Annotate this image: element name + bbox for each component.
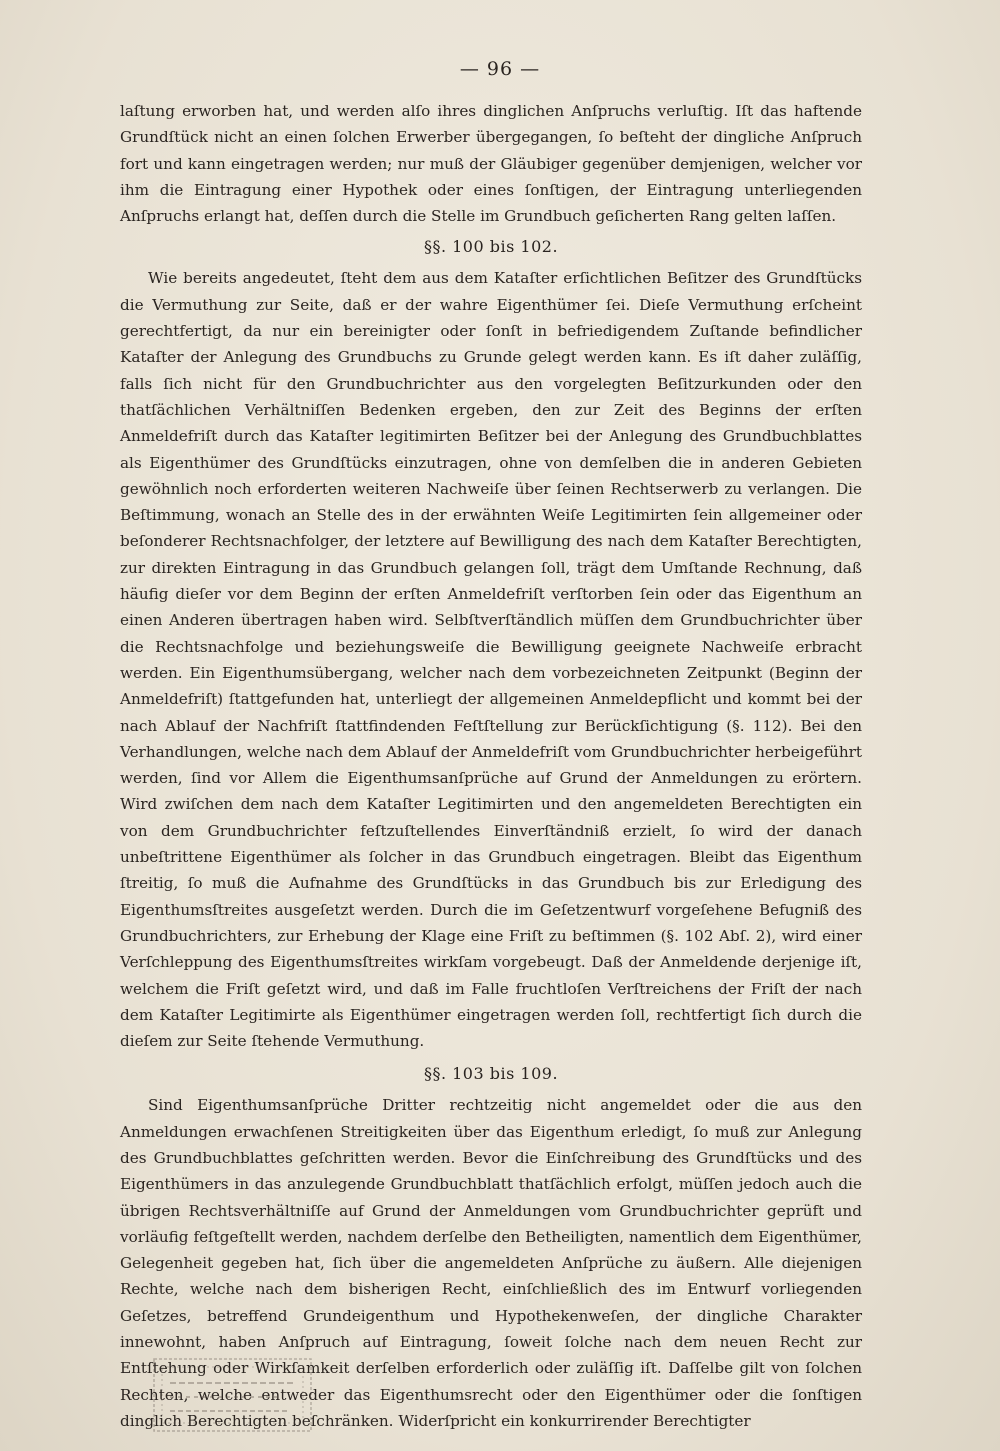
paragraph-sections-103-109: Sind Eigenthumsanſprüche Dritter rechtzeitig nicht angemeldet oder die aus den Anmeldungen erwachſenen Streitigkeiten über das Eigenthum erledigt, ſo muß zur Anlegung des Grundbuchblattes geſchritten werden. Bevor die Einſchreibung des Grundſtücks und des Eigenthümers in das anzulegende Grundbuchblatt thatſächlich erfolgt, müſſen jedoch auch die übrigen Rechtsverhältniſſe auf Grund der Anmeldungen vom Grundbuchrichter geprüft und vorläufig feſtgeſtellt werden, nachdem derſelbe den Betheiligten, namentlich dem Eigenthümer, Gelegenheit gegeben hat, ſich über die angemeldeten Anſprüche zu äußern. Alle diejenigen Rechte, welche nach dem bisherigen Recht, einſchließlich des im Entwurf vorliegenden Geſetzes, betreffend Grundeigenthum und Hypothekenweſen, der dingliche Charakter innewohnt, haben Anſpruch auf Eintragung, ſoweit ſolche nach dem neuen Recht zur Entſtehung oder Wirkſamkeit derſelben erforderlich oder zuläſſig iſt. Daſſelbe gilt von ſolchen Rechten, welche entweder das Eigenthumsrecht oder den Eigenthümer oder die ſonſtigen dinglich Berechtigten beſchränken. Widerſpricht ein konkurrirender Berechtigter xyxy=(120,1096,862,1430)
paragraph-sections-100-102: Wie bereits angedeutet, ſteht dem aus dem Kataſter erſichtlichen Beſitzer des Grundſtücks die Vermuthung zur Seite, daß er der wahre Eigenthümer ſei. Dieſe Vermuthung erſcheint gerechtfertigt, da nur ein bereinigter oder ſonſt in befriedigendem Zuſtande befindlicher Kataſter der Anlegung des Grundbuchs zu Grunde gelegt werden kann. Es iſt daher zuläſſig, falls ſich nicht für den Grundbuchrichter aus den vorgelegten Beſitzurkunden oder den thatſächlichen Verhältniſſen Bedenken ergeben, den zur Zeit des Beginns der erſten Anmeldefriſt durch das Kataſter legitimirten Beſitzer bei der Anlegung des Grundbuchblattes als Eigenthümer des Grundſtücks einzutragen, ohne von demſelben die in anderen Gebieten gewöhnlich noch erforderten weiteren Nachweiſe über ſeinen Rechtserwerb zu verlangen. Die Beſtimmung, wonach an Stelle des in der erwähnten Weiſe Legitimirten ſein allgemeiner oder beſonderer Rechtsnachfolger, der letztere auf Bewilligung des nach dem Kataſter Berechtigten, zur direkten Eintragung in das Grundbuch gelangen ſoll, trägt dem Umſtande Rechnung, daß häufig dieſer vor dem Beginn der erſten Anmeldefriſt verſtorben ſein oder das Eigenthum an einen Anderen übertragen haben wird. Selbſtverſtändlich müſſen dem Grundbuchrichter über die Rechtsnachfolge und beziehungsweiſe die Bewilligung geeignete Nachweiſe erbracht werden. Ein Eigenthumsübergang, welcher nach dem vorbezeichneten Zeitpunkt (Beginn der Anmeldefriſt) ſtattgefunden hat, unterliegt der allgemeinen Anmeldepflicht und kommt bei der nach Ablauf der Nachfriſt ſtattfindenden Feſtſtellung zur Berückſichtigung (§. 112). Bei den Verhandlungen, welche nach dem Ablauf der Anmeldefriſt vom Grundbuchrichter herbeigeführt werden, ſind vor Allem die Eigenthumsanſprüche auf Grund der Anmeldungen zu erörtern. Wird zwiſchen dem nach dem Kataſter Legitimirten und den angemeldeten Berechtigten ein von dem Grundbuchrichter feſtzuſtellendes Einverſtändniß erzielt, ſo wird der danach unbeſtrittene Eigenthümer als ſolcher in das Grundbuch eingetragen. Bleibt das Eigenthum ſtreitig, ſo muß die Aufnahme des Grundſtücks in das Grundbuch bis zur Erledigung des Eigenthumsſtreites ausgeſetzt werden. Durch die im Geſetzentwurf vorgeſehene Befugniß des Grundbuchrichters, zur Erhebung der Klage eine Friſt zu beſtimmen (§. 102 Abſ. 2), wird einer Verſchleppung des Eigenthumsſtreites wirkſam vorgebeugt. Daß der Anmeldende derjenige iſt, welchem die Friſt geſetzt wird, und daß im Falle fruchtloſen Verſtreichens der Friſt der nach dem Kataſter Legitimirte als Eigenthümer eingetragen werden ſoll, rechtfertigt ſich durch die dieſem zur Seite ſtehende Vermuthung. xyxy=(120,269,862,1051)
paragraph-continued: laſtung erworben hat, und werden alſo ihres dinglichen Anſpruchs verluſtig. Iſt das haftende Grundſtück nicht an einen ſolchen Erwerber übergegangen, ſo beſteht der dingliche Anſpruch fort und kann eingetragen werden; nur muß der Gläubiger gegenüber demjenigen, welcher vor ihm die Eintragung einer Hypothek oder eines ſonſtigen, der Eintragung unterliegenden Anſpruchs erlangt hat, deſſen durch die Stelle im Grundbuch geſicherten Rang gelten laſſen. xyxy=(120,102,862,226)
section-heading-103-109: §§. 103 bis 109. xyxy=(423,1064,559,1084)
library-stamp xyxy=(150,1355,315,1435)
document-body xyxy=(120,98,862,1434)
page-number: — 96 — xyxy=(459,58,541,80)
section-heading-100-102: §§. 100 bis 102. xyxy=(423,237,559,257)
